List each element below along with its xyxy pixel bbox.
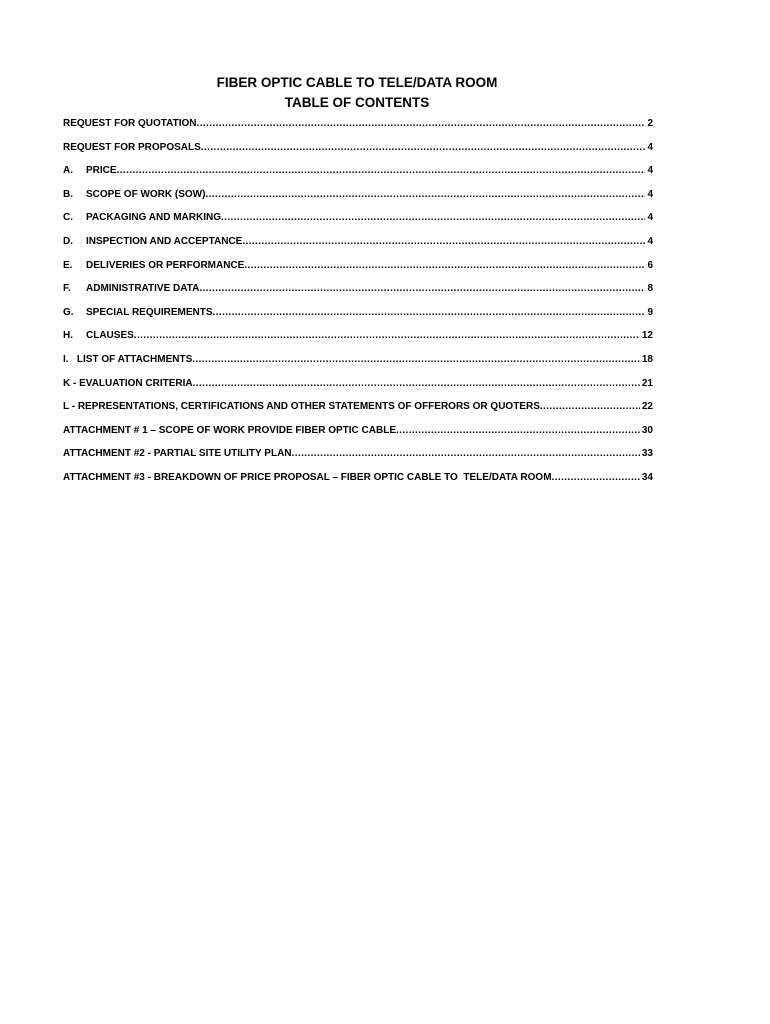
toc-entry-special-requirements[interactable]	[63, 307, 653, 331]
toc-page-number: 33	[641, 448, 653, 460]
toc-entry-representations-certifications[interactable]	[63, 401, 653, 425]
toc-section-letter: H.	[63, 330, 73, 342]
toc-entry-label: ATTACHMENT #3 - BREAKDOWN OF PRICE PROPOSAL – FIBER OPTIC CABLE TO TELE/DATA ROOM	[63, 471, 552, 483]
toc-entry-request-for-quotation[interactable]	[63, 118, 653, 142]
toc-page-number: 4	[647, 141, 653, 153]
document-title: FIBER OPTIC CABLE TO TELE/DATA ROOM	[216, 75, 498, 90]
toc-page-number: 34	[641, 471, 653, 483]
toc-dot-leader	[221, 212, 645, 223]
toc-entry-label: ADMINISTRATIVE DATA	[86, 283, 200, 295]
toc-page-number: 12	[641, 330, 653, 342]
toc-dot-leader	[244, 260, 645, 271]
toc-entry-label: CLAUSES	[86, 330, 134, 342]
toc-entry-label: PACKAGING AND MARKING	[86, 212, 221, 224]
toc-dot-leader	[540, 401, 640, 412]
toc-page-number: 8	[647, 283, 653, 295]
toc-section-letter: C.	[63, 212, 73, 224]
toc-page-number: 4	[647, 235, 653, 247]
toc-entry-administrative-data[interactable]	[63, 283, 653, 307]
toc-entry-label: ATTACHMENT # 1 – SCOPE OF WORK PROVIDE FIBER OPTIC CABLE	[63, 424, 396, 436]
toc-dot-leader	[242, 236, 645, 247]
toc-entry-label: K - EVALUATION CRITERIA	[63, 377, 193, 389]
toc-page-number: 30	[641, 424, 653, 436]
toc-dot-leader	[205, 189, 645, 200]
toc-page-number: 9	[647, 306, 653, 318]
toc-dot-leader	[134, 330, 640, 341]
toc-dot-leader	[396, 425, 640, 436]
toc-entry-scope-of-work[interactable]	[63, 189, 653, 213]
toc-section-letter: D.	[63, 235, 73, 247]
toc-entry-attachment-3[interactable]	[63, 472, 653, 496]
toc-entry-inspection-and-acceptance[interactable]	[63, 236, 653, 260]
toc-page-number: 21	[641, 377, 653, 389]
toc-dot-leader	[192, 354, 640, 365]
toc-page-number: 18	[641, 353, 653, 365]
toc-entry-attachment-1[interactable]	[63, 425, 653, 449]
toc-section-letter: B.	[63, 188, 73, 200]
toc-entry-label: REQUEST FOR QUOTATION	[63, 118, 197, 129]
toc-page-number: 4	[647, 212, 653, 224]
toc-entry-label: PRICE	[86, 165, 117, 177]
table-of-contents	[63, 118, 653, 496]
toc-entry-label: I. LIST OF ATTACHMENTS	[63, 353, 193, 365]
toc-entry-price[interactable]	[63, 165, 653, 189]
toc-page-number: 4	[647, 188, 653, 200]
toc-page-number: 2	[647, 118, 653, 129]
toc-dot-leader	[201, 142, 646, 153]
toc-entry-label: L - REPRESENTATIONS, CERTIFICATIONS AND OTHER STATEMENTS OF OFFERORS OR QUOTERS	[63, 401, 540, 413]
toc-entry-label: DELIVERIES OR PERFORMANCE	[86, 259, 245, 271]
toc-dot-leader	[197, 118, 646, 129]
toc-entry-label: SCOPE OF WORK (SOW)	[86, 188, 206, 200]
toc-entry-request-for-proposals[interactable]	[63, 142, 653, 166]
toc-entry-deliveries-or-performance[interactable]	[63, 260, 653, 284]
toc-entry-label: ATTACHMENT #2 - PARTIAL SITE UTILITY PLAN	[63, 448, 292, 460]
toc-entry-packaging-and-marking[interactable]	[63, 212, 653, 236]
toc-dot-leader	[292, 448, 640, 459]
toc-section-letter: E.	[63, 259, 73, 271]
toc-section-letter: A.	[63, 165, 73, 177]
toc-dot-leader	[552, 472, 640, 483]
toc-entry-clauses[interactable]	[63, 330, 653, 354]
toc-heading: TABLE OF CONTENTS	[284, 95, 430, 110]
toc-page-number: 4	[647, 165, 653, 177]
toc-entry-attachment-2[interactable]	[63, 448, 653, 472]
toc-dot-leader	[117, 165, 646, 176]
document-title-block	[0, 73, 714, 113]
toc-entry-label: INSPECTION AND ACCEPTANCE	[86, 235, 243, 247]
toc-entry-evaluation-criteria[interactable]	[63, 378, 653, 402]
toc-section-letter: G.	[63, 306, 74, 318]
toc-page-number: 22	[641, 401, 653, 413]
toc-page-number: 6	[647, 259, 653, 271]
toc-entry-label: REQUEST FOR PROPOSALS	[63, 141, 201, 153]
toc-entry-label: SPECIAL REQUIREMENTS	[86, 306, 213, 318]
toc-dot-leader	[199, 283, 645, 294]
toc-section-letter: F.	[63, 283, 71, 295]
toc-dot-leader	[193, 378, 640, 389]
toc-dot-leader	[213, 307, 646, 318]
toc-entry-list-of-attachments[interactable]	[63, 354, 653, 378]
